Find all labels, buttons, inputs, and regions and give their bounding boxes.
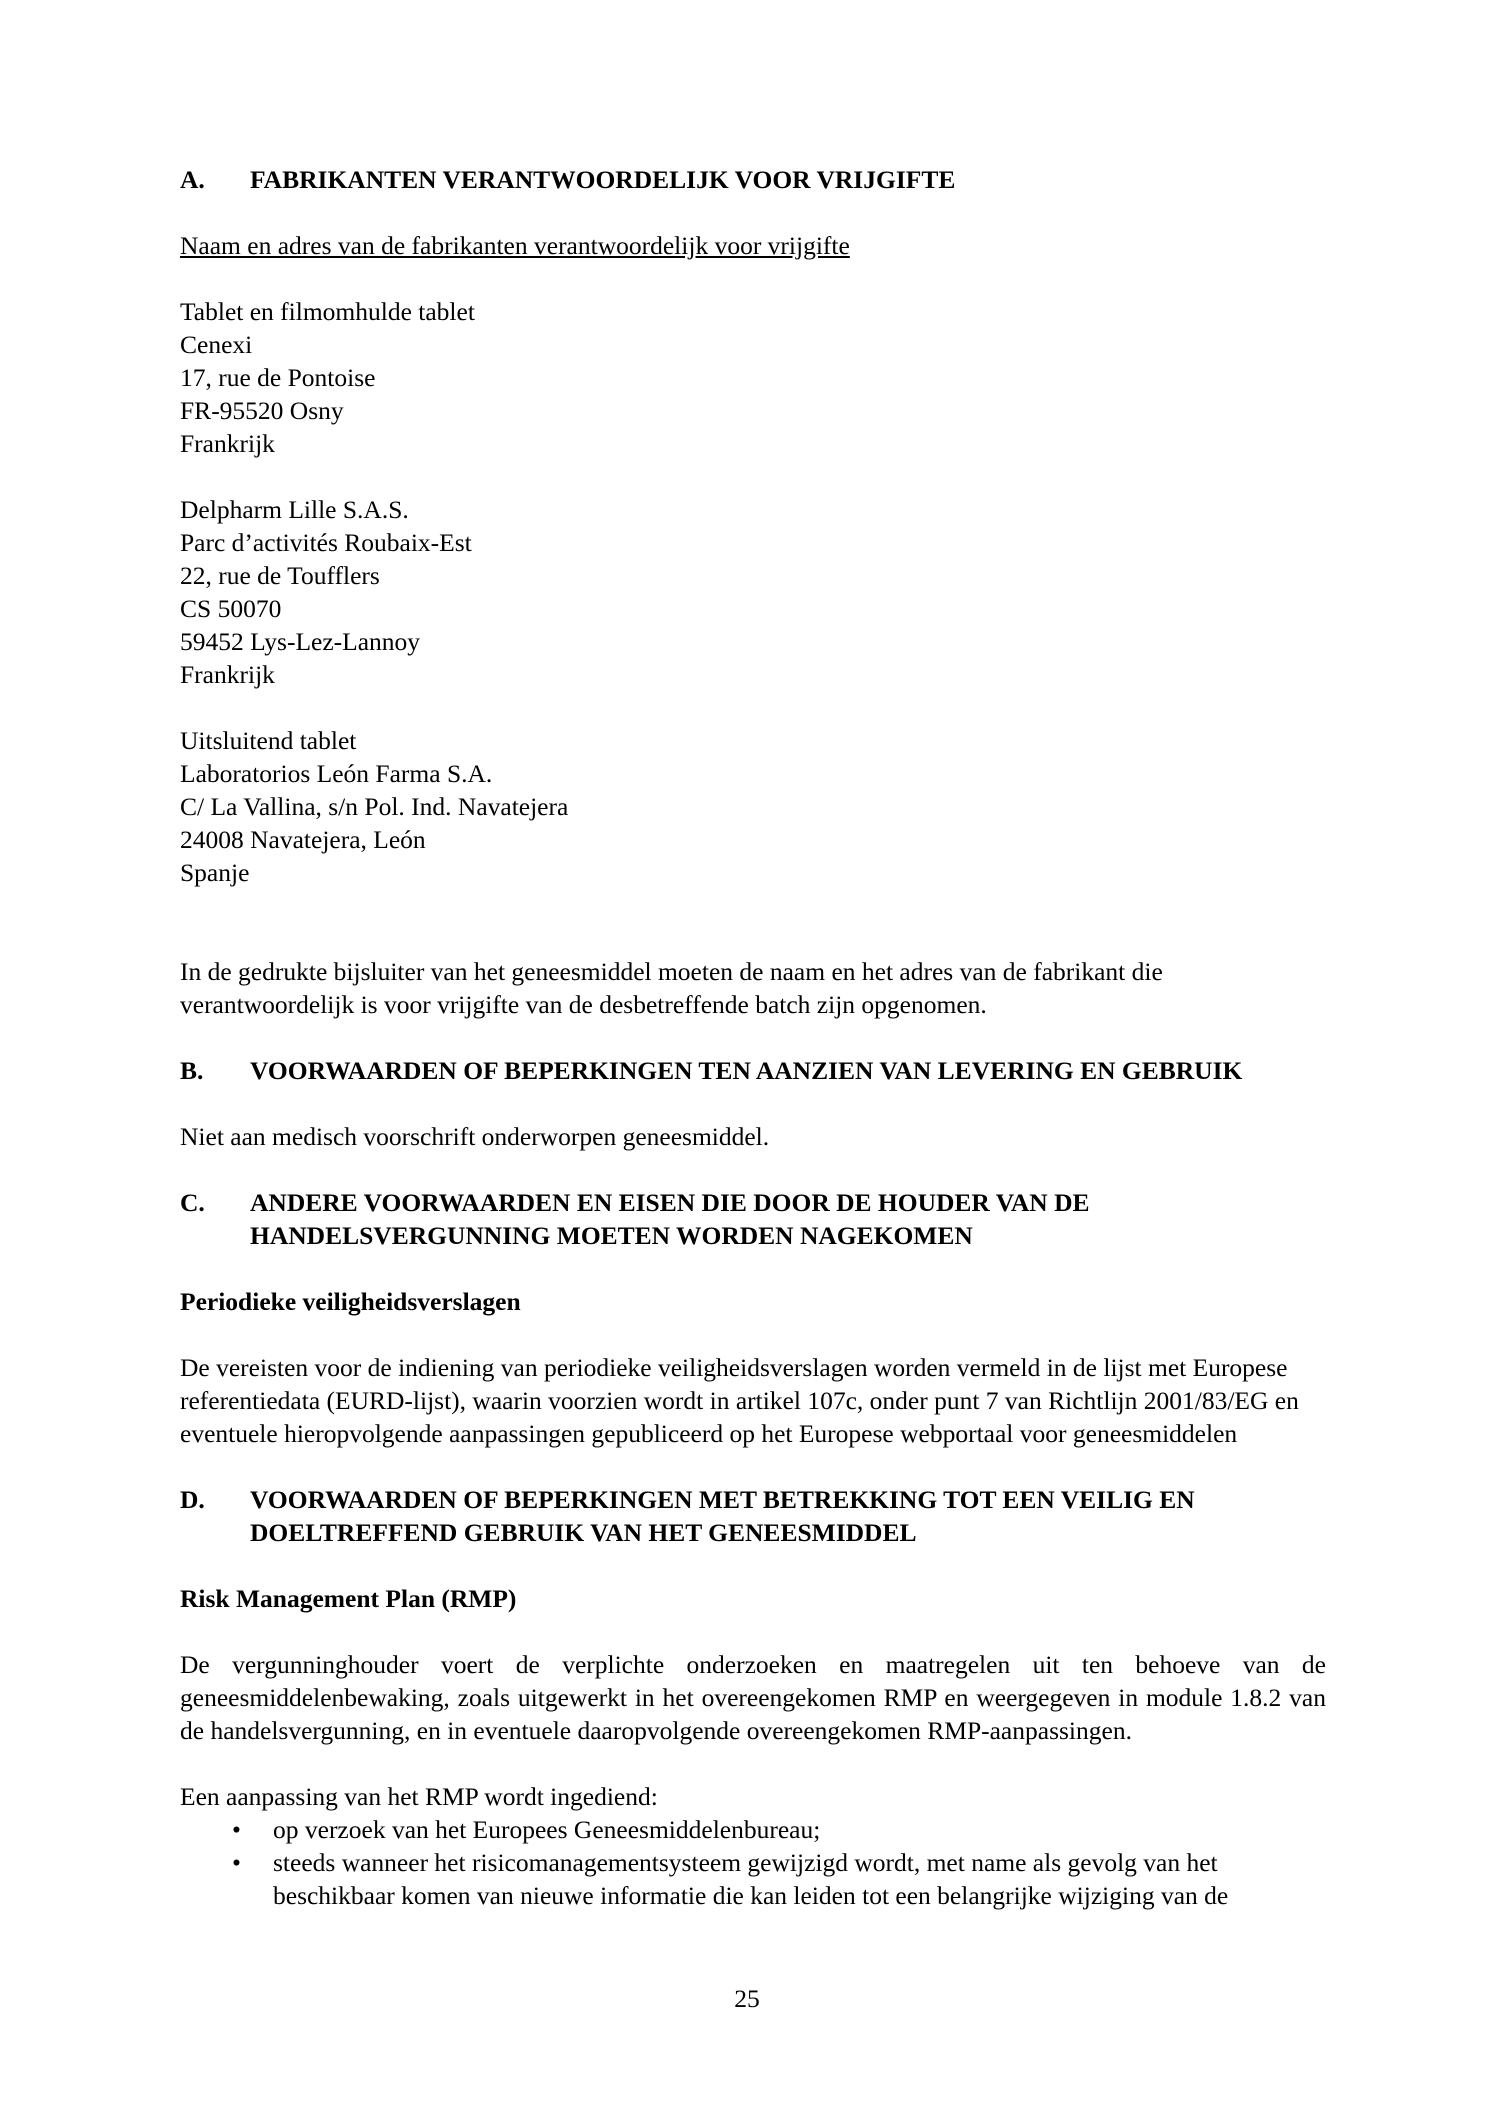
address-line: 24008 Navatejera, León — [180, 825, 426, 854]
list-item — [180, 1846, 1326, 1912]
address-line: 22, rue de Toufflers — [180, 561, 380, 590]
section-d-title: VOORWAARDEN OF BEPERKINGEN MET BETREKKING TOT EEN VEILIG EN DOELTREFFEND GEBRUIK VAN HET GENEESMIDDEL — [250, 1485, 1195, 1547]
section-c-title: ANDERE VOORWAARDEN EN EISEN DIE DOOR DE HOUDER VAN DE HANDELSVERGUNNING MOETEN WORDEN NAGEKOMEN — [250, 1188, 1090, 1250]
section-a-title: FABRIKANTEN VERANTWOORDELIJK VOOR VRIJGIFTE — [250, 165, 956, 194]
address-line: Laboratorios León Farma S.A. — [180, 759, 493, 788]
address-line: Frankrijk — [180, 429, 275, 458]
batch-release-note: In de gedrukte bijsluiter van het geneesmiddel moeten de naam en het adres van de fabrikant die verantwoordelijk is voor vrijgifte van de desbetreffende batch zijn opgenomen. — [180, 957, 1163, 1019]
page-number: 25 — [734, 1984, 760, 2013]
psur-subheading: Periodieke veiligheidsverslagen — [180, 1287, 521, 1316]
document-content — [180, 163, 1326, 1912]
list-item-text: op verzoek van het Europees Geneesmiddelenbureau; — [273, 1815, 821, 1844]
list-item — [180, 1813, 1326, 1846]
address-line: Spanje — [180, 858, 250, 887]
address-line: Frankrijk — [180, 660, 275, 689]
address-line: Uitsluitend tablet — [180, 726, 357, 755]
section-b-body: Niet aan medisch voorschrift onderworpen geneesmiddel. — [180, 1122, 770, 1151]
address-line: 59452 Lys-Lez-Lannoy — [180, 627, 421, 656]
bullet-icon: • — [232, 1815, 241, 1844]
section-d-letter: D. — [180, 1485, 205, 1514]
address-line: 17, rue de Pontoise — [180, 363, 376, 392]
section-a-letter: A. — [180, 165, 205, 194]
section-d-heading — [180, 1483, 1326, 1549]
bullet-icon: • — [232, 1848, 241, 1877]
address-line: Delpharm Lille S.A.S. — [180, 495, 409, 524]
manufacturer-block-1 — [180, 295, 1326, 460]
section-a-subheading: Naam en adres van de fabrikanten verantwoordelijk voor vrijgifte — [180, 231, 850, 260]
section-a-heading — [180, 163, 1326, 196]
rmp-paragraph: De vergunninghouder voert de verplichte onderzoeken en maatregelen uit ten behoeve van de geneesmiddelenbewaking, zoals uitgewerkt in het overeengekomen RMP en weergegeven in module 1.8.2 van de handelsvergunning, en in eventuele daaropvolgende overeengekomen RMP-aanpassingen. — [180, 1650, 1326, 1745]
address-line: Parc d’activités Roubaix-Est — [180, 528, 472, 557]
section-b-letter: B. — [180, 1056, 204, 1085]
section-b-title: VOORWAARDEN OF BEPERKINGEN TEN AANZIEN VAN LEVERING EN GEBRUIK — [250, 1056, 1243, 1085]
address-line: C/ La Vallina, s/n Pol. Ind. Navatejera — [180, 792, 569, 821]
address-line: Tablet en filmomhulde tablet — [180, 297, 475, 326]
section-b-heading — [180, 1054, 1326, 1087]
rmp-list-intro: Een aanpassing van het RMP wordt ingediend: — [180, 1782, 658, 1811]
address-line: Cenexi — [180, 330, 253, 359]
section-c-letter: C. — [180, 1188, 205, 1217]
psur-paragraph: De vereisten voor de indiening van periodieke veiligheidsverslagen worden vermeld in de lijst met Europese referentiedata (EURD-lijst), waarin voorzien wordt in artikel 107c, onder punt 7 van Richtlijn 2001/83/EG en eventuele hieropvolgende aanpassingen gepubliceerd op het Europese webportaal voor geneesmiddelen — [180, 1353, 1299, 1448]
list-item-text: steeds wanneer het risicomanagementsysteem gewijzigd wordt, met name als gevolg van het beschikbaar komen van nieuwe informatie die kan leiden tot een belangrijke wijziging van de — [273, 1848, 1229, 1910]
address-line: FR-95520 Osny — [180, 396, 344, 425]
rmp-subheading: Risk Management Plan (RMP) — [180, 1584, 517, 1613]
manufacturer-block-2 — [180, 493, 1326, 691]
address-line: CS 50070 — [180, 594, 282, 623]
manufacturer-block-3 — [180, 724, 1326, 889]
section-c-heading — [180, 1186, 1326, 1252]
